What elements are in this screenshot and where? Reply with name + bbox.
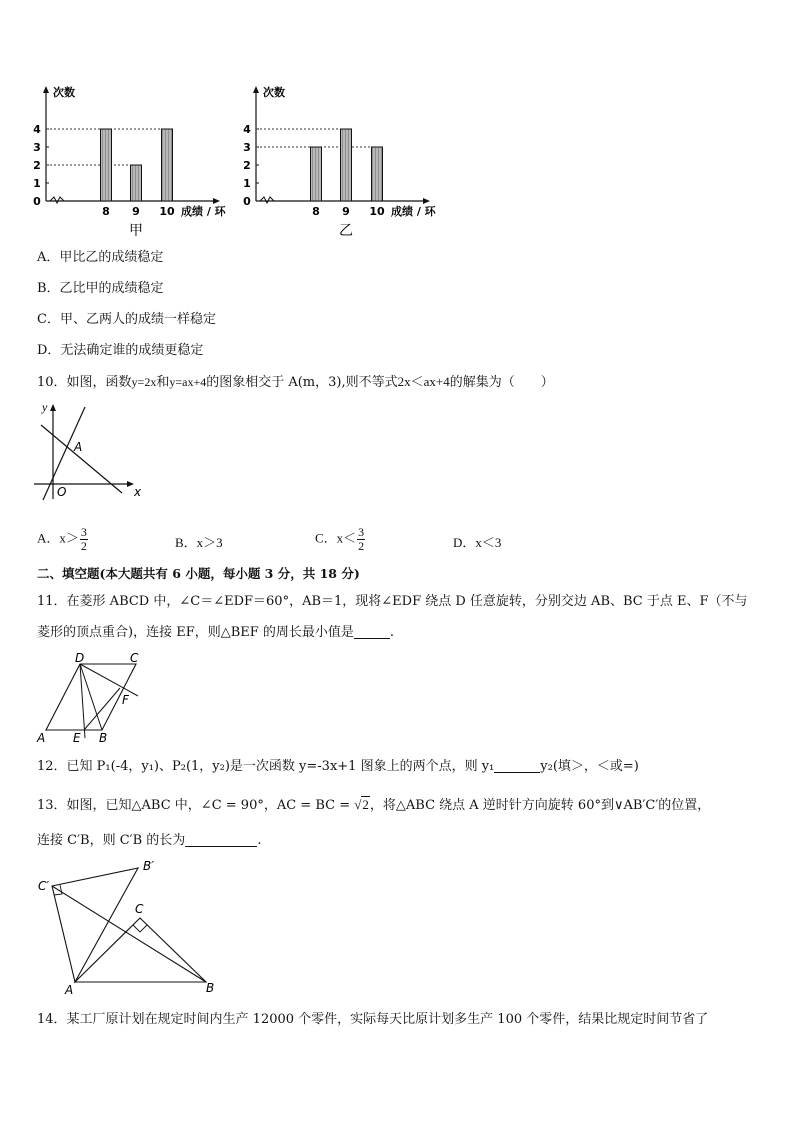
label-origin: O [57, 485, 67, 499]
q9-option-c: C．甲、乙两人的成绩一样稳定 [37, 312, 216, 327]
q12-answer-blank [494, 758, 540, 773]
y-axis-title: 次数 [263, 86, 285, 99]
q11-answer-blank [354, 624, 390, 639]
q10-graph [30, 397, 145, 502]
x-tick-label: 8 [102, 205, 110, 218]
x-tick-label: 10 [159, 205, 175, 218]
bar-charts-figure [30, 80, 450, 240]
ray-de [80, 664, 85, 738]
x-axis-arrow-icon [423, 198, 430, 204]
chart-yi [243, 85, 437, 239]
y-tick-label: 3 [33, 141, 41, 154]
label-a: A [65, 983, 74, 996]
y-tick-label: 1 [243, 177, 251, 190]
label-e: E [73, 731, 81, 745]
q13-line-1: 13．如图，已知△ABC 中，∠C = 90°，AC = BC = √2，将△ABC 绕点 A 逆时针方向旋转 60°到∨AB′C′的位置， [37, 797, 711, 813]
q11-line-1: 11．在菱形 ABCD 中，∠C＝∠EDF＝60°，AB＝1，现将∠EDF 绕点 D 任意旋转，分别交边 AB、BC 于点 E、F（不与 [37, 594, 748, 609]
x-tick-label: 9 [342, 205, 350, 218]
x-tick-label: 9 [132, 205, 140, 218]
label-a: A [74, 440, 83, 454]
segment-ef [84, 688, 120, 730]
axis-break-icon [260, 197, 274, 203]
bar [131, 165, 142, 201]
bar [162, 129, 173, 201]
q10-f1: y=2x [131, 375, 157, 389]
x-axis-arrow-icon [127, 481, 134, 487]
bar [311, 147, 322, 201]
label-b: B [99, 731, 108, 745]
label-f: F [122, 693, 129, 707]
q10-ineq: 2x＜ax+4 [397, 374, 450, 389]
label-b: B [206, 981, 215, 995]
axis-break-icon [50, 197, 64, 203]
right-angle-c-icon [133, 925, 147, 932]
q13-figure [30, 856, 230, 996]
chart-caption: 甲 [129, 223, 143, 239]
y-tick-label: 4 [243, 123, 251, 136]
bar [341, 129, 352, 201]
x-tick-label: 10 [369, 205, 385, 218]
label-c: C [135, 902, 144, 916]
y-tick-label: 1 [33, 177, 41, 190]
q10-option-a: A．x＞ $\frac{3}{2}$ [37, 525, 87, 553]
section-2-heading: 二、填空题(本大题共有 6 小题，每小题 3 分，共 18 分) [37, 566, 360, 581]
y-tick-label: 3 [243, 141, 251, 154]
y-tick-label: 2 [243, 159, 251, 172]
q10-middle: 的图象相交于 A(m，3),则不等式 [206, 375, 398, 390]
q9-option-a: A．甲比乙的成绩稳定 [37, 250, 164, 265]
q12-stem: 12．已知 P₁(-4，y₁)、P₂(1，y₂)是一次函数 y=-3x+1 图象上的两个点，则 y₁ y₂(填＞，＜或=) [37, 759, 639, 774]
q10-option-d: D．x＜3 [453, 535, 502, 550]
q10-option-b: B．x＞3 [175, 535, 223, 550]
bar [101, 129, 112, 201]
y-axis-title: 次数 [53, 86, 75, 99]
label-a: A [37, 731, 46, 745]
triangle-ab-prime-c-prime [52, 868, 138, 982]
q11-figure [30, 652, 150, 748]
label-d: D [75, 652, 85, 665]
x-tick-label: 8 [312, 205, 320, 218]
label-c: C [130, 652, 139, 665]
bar [372, 147, 383, 201]
y-tick-label: 2 [33, 159, 41, 172]
y-axis-arrow-icon [253, 86, 259, 93]
y-axis-arrow-icon [50, 404, 56, 411]
label-b-prime: B′ [143, 859, 154, 873]
y-tick-label: 0 [33, 195, 41, 208]
q10-stem [37, 373, 554, 392]
triangle-abc [75, 918, 206, 982]
x-axis-title: 成绩 / 环 [181, 205, 226, 218]
label-y: y [42, 400, 48, 414]
y-tick-label: 4 [33, 123, 41, 136]
q10-and: 和 [156, 375, 170, 390]
x-axis-arrow-icon [213, 198, 220, 204]
q11-line-2: 菱形的顶点重合)，连接 EF，则△BEF 的周长最小值是 . [37, 625, 395, 640]
q10-prefix: 10．如图，函数 [37, 375, 132, 390]
sqrt-two: √2 [354, 797, 369, 812]
segment-c-prime-b [52, 886, 206, 982]
chart-caption: 乙 [339, 223, 353, 239]
chart-jia [33, 85, 227, 239]
q9-option-b: B．乙比甲的成绩稳定 [37, 281, 164, 296]
q9-option-d: D．无法确定谁的成绩更稳定 [37, 343, 204, 358]
x-axis-title: 成绩 / 环 [391, 205, 436, 218]
label-c-prime: C′ [38, 879, 50, 893]
q13-line-2: 连接 C′B，则 C′B 的长为 . [37, 833, 262, 848]
q10-f2: y=ax+4 [169, 375, 207, 389]
y-axis-arrow-icon [43, 86, 49, 93]
y-tick-label: 0 [243, 195, 251, 208]
q13-answer-blank [185, 832, 257, 847]
q10-suffix: 的解集为（ ） [449, 375, 554, 390]
q10-option-c: C．x＜ $\frac{3}{2}$ [315, 525, 365, 553]
label-x: x [134, 485, 142, 499]
q14-stem: 14．某工厂原计划在规定时间内生产 12000 个零件，实际每天比原计划多生产 100 个零件，结果比规定时间节省了 [37, 1012, 709, 1027]
